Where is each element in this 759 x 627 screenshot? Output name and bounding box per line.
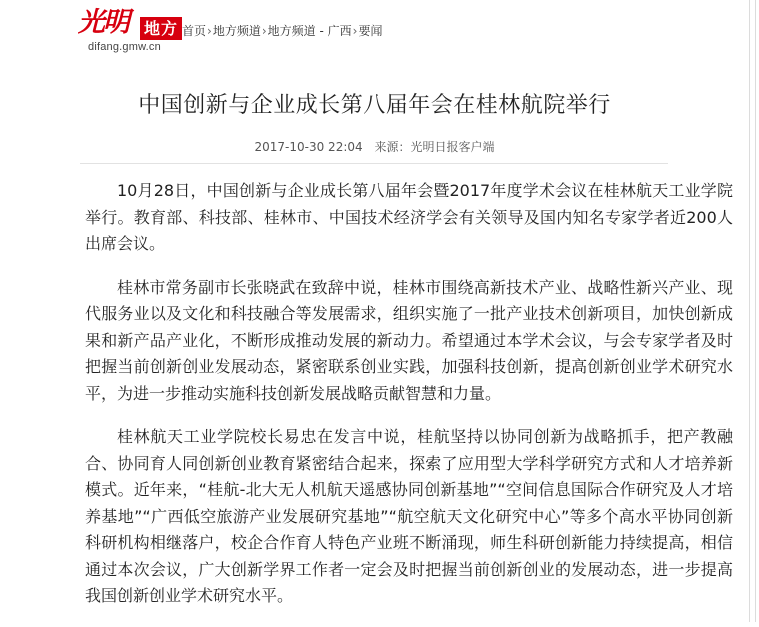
article-paragraph: 10月28日，中国创新与企业成长第八届年会暨2017年度学术会议在桂林航天工业学院举行。教育部、科技部、桂林市、中国技术经济学会有关领导及国内知名专家学者近200人出席会议。 (85, 181, 733, 253)
article-date: 2017-10-30 22:04 (254, 140, 363, 154)
breadcrumb-separator: › (207, 24, 212, 38)
logo-domain: difang.gmw.cn (88, 41, 161, 53)
title-divider (80, 163, 668, 164)
breadcrumb (182, 22, 382, 39)
article-paragraph: 桂林市常务副市长张晓武在致辞中说，桂林市围绕高新技术产业、战略性新兴产业、现代服务业以及文化和科技融合等发展需求，组织实施了一批产业技术创新项目，加快创新成果和新产品产业化，不断形成推动发展的新动力。希望通过本学术会议，与会专家学者及时把握当前创新创业发展动态，紧密联系创业实践，加强科技创新，提高创新创业学术研究水平，为进一步推动实施科技创新发展战略贡献智慧和力量。 (85, 277, 733, 403)
breadcrumb-news[interactable]: 要闻 (358, 24, 383, 38)
scrollbar-track[interactable] (749, 0, 750, 622)
article-meta (0, 138, 749, 155)
site-header (0, 0, 749, 62)
breadcrumb-separator: › (352, 24, 358, 38)
breadcrumb-local-channel[interactable]: 地方频道 (212, 24, 261, 38)
article-title: 中国创新与企业成长第八届年会在桂林航院举行 (138, 93, 611, 118)
article-paragraph: 桂林航天工业学院校长易忠在发言中说，桂航坚持以协同创新为战略抓手，把产教融合、协同育人同创新创业教育紧密结合起来，探索了应用型大学科学研究方式和人才培养新模式。近年来，“桂航-北大无人机航天遥感协同创新基地”“空间信息国际合作研究及人才培养基地”“广西低空旅游产业发展研究基地”“航空航天文化研究中心”等多个高水平协同创新科研机构相继落户，校企合作育人特色产业班不断涌现，师生科研创新能力持续提高，相信通过本次会议，广大创新学界工作者一定会及时把握当前创新创业的发展动态，进一步提高我国创新创业学术研究水平。 (85, 427, 733, 605)
breadcrumb-guangxi[interactable]: 地方频道 - 广西 (267, 24, 352, 38)
site-logo[interactable] (78, 6, 180, 54)
logo-badge: 地方 (140, 17, 182, 40)
logo-script-text: 光明 (78, 7, 128, 38)
breadcrumb-separator: › (261, 24, 267, 38)
article-body (85, 178, 733, 627)
article-source: 来源：光明日报客户端 (374, 140, 495, 154)
page-edge-line (755, 0, 756, 622)
breadcrumb-home[interactable]: 首页 (182, 24, 207, 38)
